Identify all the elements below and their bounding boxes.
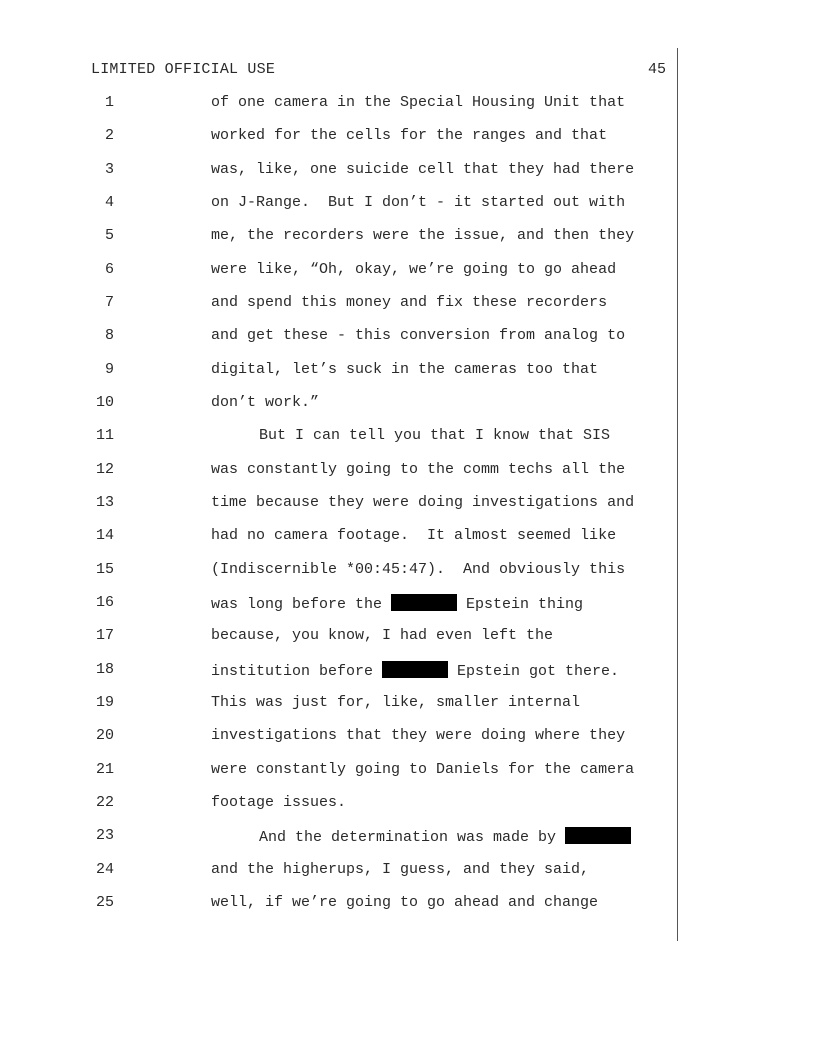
line-number: 24 <box>95 861 114 878</box>
line-text: This was just for, like, smaller internal <box>211 694 581 711</box>
line-number: 20 <box>95 727 114 744</box>
transcript-line <box>0 627 680 647</box>
line-text <box>259 827 631 846</box>
line-number: 19 <box>95 694 114 711</box>
transcript-line <box>0 161 680 181</box>
line-text: me, the recorders were the issue, and then they <box>211 227 635 244</box>
transcript-line <box>0 494 680 514</box>
line-text: footage issues. <box>211 794 347 811</box>
transcript-line <box>0 661 680 681</box>
line-text: of one camera in the Special Housing Unit that <box>211 94 626 111</box>
line-text: digital, let’s suck in the cameras too that <box>211 361 599 378</box>
line-number: 10 <box>95 394 114 411</box>
line-text: well, if we’re going to go ahead and change <box>211 894 599 911</box>
line-number: 11 <box>95 427 114 444</box>
transcript-line <box>0 461 680 481</box>
line-text: was constantly going to the comm techs all the <box>211 461 626 478</box>
line-text: were like, “Oh, okay, we’re going to go ahead <box>211 261 617 278</box>
redaction-box <box>391 594 457 611</box>
line-text: worked for the cells for the ranges and that <box>211 127 608 144</box>
line-number: 22 <box>95 794 114 811</box>
line-text-after: Epstein got there. <box>448 663 620 680</box>
line-number: 6 <box>104 261 114 278</box>
line-number: 16 <box>95 594 114 611</box>
line-number: 21 <box>95 761 114 778</box>
line-text <box>211 594 583 613</box>
line-number: 2 <box>104 127 114 144</box>
line-text-before: was long before the <box>211 596 392 613</box>
transcript-line <box>0 694 680 714</box>
line-text: and get these - this conversion from analog to <box>211 327 626 344</box>
line-text: were constantly going to Daniels for the camera <box>211 761 635 778</box>
line-number: 18 <box>95 661 114 678</box>
line-number: 1 <box>104 94 114 111</box>
transcript-line <box>0 894 680 914</box>
transcript-line <box>0 727 680 747</box>
line-number: 23 <box>95 827 114 844</box>
line-number: 4 <box>104 194 114 211</box>
line-number: 9 <box>104 361 114 378</box>
line-text: (Indiscernible *00:45:47). And obviously this <box>211 561 626 578</box>
line-number: 14 <box>95 527 114 544</box>
transcript-line <box>0 227 680 247</box>
transcript-line <box>0 261 680 281</box>
line-text <box>211 661 619 680</box>
line-text: was, like, one suicide cell that they had there <box>211 161 635 178</box>
line-text-after: Epstein thing <box>457 596 584 613</box>
line-text-before: institution before <box>211 663 383 680</box>
redaction-box <box>382 661 448 678</box>
transcript-line <box>0 794 680 814</box>
transcript-line <box>0 827 680 847</box>
transcript-line <box>0 361 680 381</box>
line-text: and the higherups, I guess, and they said, <box>211 861 590 878</box>
line-text-before: And the determination was made by <box>259 829 566 846</box>
transcript-line <box>0 761 680 781</box>
page-number: 45 <box>648 61 667 78</box>
line-number: 17 <box>95 627 114 644</box>
transcript-line <box>0 427 680 447</box>
transcript-line <box>0 127 680 147</box>
line-number: 13 <box>95 494 114 511</box>
line-number: 3 <box>104 161 114 178</box>
line-number: 12 <box>95 461 114 478</box>
line-text: on J-Range. But I don’t - it started out with <box>211 194 626 211</box>
classification-header: LIMITED OFFICIAL USE <box>91 61 276 78</box>
redaction-box <box>565 827 631 844</box>
line-text: because, you know, I had even left the <box>211 627 554 644</box>
transcript-line <box>0 94 680 114</box>
line-number: 15 <box>95 561 114 578</box>
transcript-line <box>0 194 680 214</box>
line-number: 8 <box>104 327 114 344</box>
line-text: But I can tell you that I know that SIS <box>259 427 611 444</box>
transcript-line <box>0 394 680 414</box>
transcript-line <box>0 594 680 614</box>
transcript-line <box>0 327 680 347</box>
line-text: don’t work.” <box>211 394 320 411</box>
transcript-line <box>0 561 680 581</box>
line-text: and spend this money and fix these recorders <box>211 294 608 311</box>
transcript-line <box>0 861 680 881</box>
line-text: investigations that they were doing where they <box>211 727 626 744</box>
line-number: 25 <box>95 894 114 911</box>
line-number: 7 <box>104 294 114 311</box>
line-text: had no camera footage. It almost seemed like <box>211 527 617 544</box>
line-text: time because they were doing investigations and <box>211 494 635 511</box>
line-number: 5 <box>104 227 114 244</box>
transcript-line <box>0 294 680 314</box>
transcript-line <box>0 527 680 547</box>
